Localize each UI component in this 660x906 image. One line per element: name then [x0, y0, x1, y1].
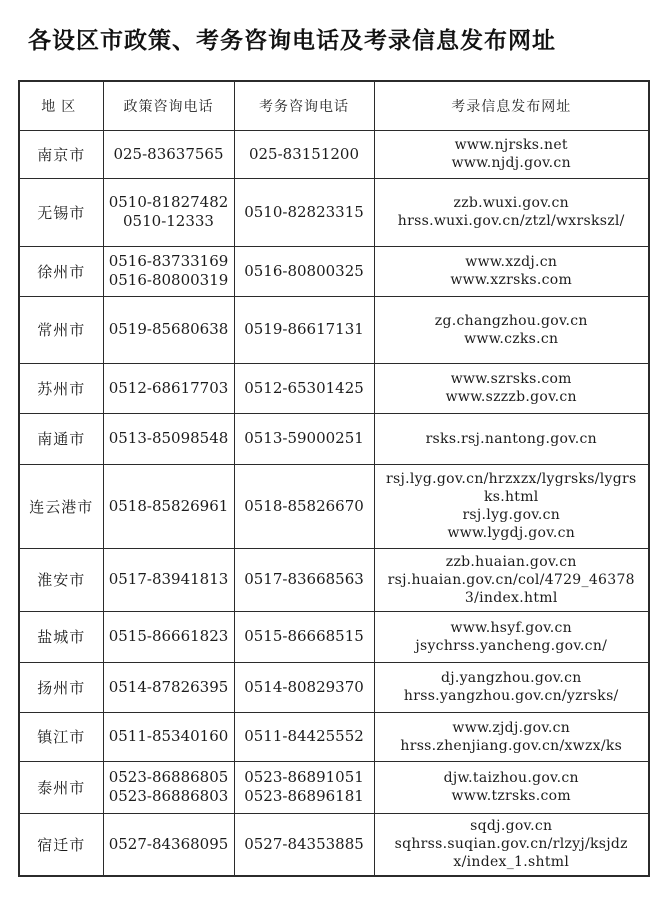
exam-phone: 0515-86668515	[244, 627, 364, 645]
exam-phone-cell	[234, 246, 374, 296]
policy-phone: 025-83637565	[113, 144, 224, 163]
website-url: rsj.lyg.gov.cn	[462, 507, 561, 523]
website-url: hrss.zhenjiang.gov.cn/xwzx/ks	[400, 737, 623, 754]
exam-phone-cell	[234, 464, 374, 548]
website-url: www.zjdj.gov.cn	[452, 719, 571, 736]
website-url: djw.taizhou.gov.cn	[443, 770, 579, 786]
exam-phone-cell	[234, 712, 374, 761]
website-url: hrss.wuxi.gov.cn/ztzl/wxrskszl/	[397, 213, 625, 229]
table-row	[19, 611, 649, 662]
table-row	[19, 813, 649, 876]
policy-phone-cell	[103, 662, 234, 712]
policy-phone-cell	[103, 813, 234, 876]
table-row	[19, 761, 649, 813]
city-name: 徐州市	[19, 246, 103, 296]
table-row	[19, 413, 649, 464]
policy-phone: 0517-83941813	[108, 570, 229, 588]
website-cell	[374, 813, 649, 876]
exam-phone-cell	[234, 296, 374, 363]
website-cell	[374, 246, 649, 296]
exam-phone: 0523-86896181	[244, 787, 364, 805]
policy-phone: 0510-12333	[123, 212, 214, 230]
policy-phone: 0514-87826395	[108, 677, 229, 696]
website-url: x/index_1.shtml	[453, 854, 570, 871]
website-cell	[374, 761, 649, 813]
city-name: 镇江市	[19, 712, 103, 761]
city-name: 南京市	[19, 130, 103, 178]
website-url: sqhrss.suqian.gov.cn/rlzyj/ksjdz	[394, 836, 628, 853]
exam-phone-cell	[234, 178, 374, 246]
exam-phone: 0516-80800325	[244, 261, 364, 280]
website-cell	[374, 662, 649, 712]
website-cell	[374, 178, 649, 246]
exam-phone: 0514-80829370	[244, 677, 364, 696]
policy-phone-cell	[103, 296, 234, 363]
website-url: www.lygdj.gov.cn	[447, 525, 576, 541]
website-url: www.tzrsks.com	[451, 788, 571, 804]
exam-phone: 0519-86617131	[244, 320, 364, 338]
exam-phone: 0527-84353885	[244, 834, 364, 853]
website-url: www.szzzb.gov.cn	[445, 389, 577, 405]
policy-phone-cell	[103, 464, 234, 548]
table-row	[19, 363, 649, 413]
header-website: 考录信息发布网址	[374, 81, 649, 130]
website-url: www.hsyf.gov.cn	[450, 619, 572, 636]
website-url: www.xzdj.cn	[465, 254, 558, 270]
table-row	[19, 662, 649, 712]
website-cell	[374, 130, 649, 178]
city-name: 南通市	[19, 413, 103, 464]
website-url: rsj.lyg.gov.cn/hrzxzx/lygrsks/lygrs	[386, 471, 637, 487]
header-row	[19, 81, 649, 130]
city-name: 无锡市	[19, 178, 103, 246]
policy-phone-cell	[103, 246, 234, 296]
city-name: 盐城市	[19, 611, 103, 662]
exam-phone-cell	[234, 130, 374, 178]
website-cell	[374, 548, 649, 611]
policy-phone-cell	[103, 130, 234, 178]
website-url: www.szrsks.com	[450, 371, 572, 387]
table-row	[19, 464, 649, 548]
city-name: 连云港市	[19, 464, 103, 548]
website-url: zzb.wuxi.gov.cn	[453, 195, 569, 211]
policy-phone-cell	[103, 712, 234, 761]
table-row	[19, 246, 649, 296]
exam-phone-cell	[234, 363, 374, 413]
exam-phone-cell	[234, 548, 374, 611]
exam-phone: 0513-59000251	[244, 429, 364, 447]
website-url: rsj.huaian.gov.cn/col/4729_46378	[387, 571, 635, 588]
website-url: rsks.rsj.nantong.gov.cn	[425, 430, 597, 447]
exam-phone-cell	[234, 611, 374, 662]
table-row	[19, 712, 649, 761]
policy-phone-cell	[103, 548, 234, 611]
policy-phone: 0515-86661823	[108, 627, 229, 645]
website-url: www.czks.cn	[464, 330, 559, 347]
policy-phone: 0510-81827482	[108, 193, 229, 211]
exam-phone: 0517-83668563	[244, 570, 364, 588]
policy-phone-cell	[103, 178, 234, 246]
policy-phone-cell	[103, 413, 234, 464]
website-cell	[374, 413, 649, 464]
table-row	[19, 296, 649, 363]
policy-phone: 0519-85680638	[108, 320, 229, 338]
city-name: 扬州市	[19, 662, 103, 712]
website-cell	[374, 363, 649, 413]
contact-table	[18, 80, 650, 877]
exam-phone: 0512-65301425	[244, 378, 364, 397]
table-row	[19, 178, 649, 246]
website-cell	[374, 611, 649, 662]
website-url: ks.html	[483, 489, 539, 505]
policy-phone-cell	[103, 611, 234, 662]
website-url: hrss.yangzhou.gov.cn/yzrsks/	[403, 688, 619, 704]
header-region: 地区	[19, 81, 103, 130]
policy-phone-cell	[103, 761, 234, 813]
page	[0, 22, 660, 877]
exam-phone: 0518-85826670	[244, 496, 364, 515]
website-url: dj.yangzhou.gov.cn	[440, 670, 582, 686]
exam-phone-cell	[234, 761, 374, 813]
website-url: zzb.huaian.gov.cn	[445, 553, 577, 570]
city-name: 常州市	[19, 296, 103, 363]
policy-phone: 0527-84368095	[108, 834, 229, 853]
policy-phone: 0513-85098548	[108, 429, 229, 447]
city-name: 苏州市	[19, 363, 103, 413]
exam-phone-cell	[234, 813, 374, 876]
website-url: www.xzrsks.com	[450, 272, 573, 288]
table-row	[19, 548, 649, 611]
website-url: zg.changzhou.gov.cn	[434, 312, 588, 329]
exam-phone: 025-83151200	[248, 144, 360, 163]
exam-phone-cell	[234, 662, 374, 712]
policy-phone: 0523-86886805	[108, 768, 229, 786]
policy-phone: 0516-83733169	[108, 252, 229, 270]
exam-phone: 0510-82823315	[244, 202, 364, 221]
exam-phone: 0511-84425552	[244, 727, 364, 745]
website-cell	[374, 712, 649, 761]
policy-phone: 0518-85826961	[108, 496, 229, 515]
city-name: 泰州市	[19, 761, 103, 813]
website-url: jsychrss.yancheng.gov.cn/	[415, 637, 608, 654]
header-policy-phone: 政策咨询电话	[103, 81, 234, 130]
exam-phone: 0523-86891051	[244, 768, 364, 786]
website-url: 3/index.html	[464, 589, 558, 606]
city-name: 淮安市	[19, 548, 103, 611]
policy-phone: 0523-86886803	[108, 787, 229, 805]
website-url: www.njrsks.net	[454, 137, 568, 153]
exam-phone-cell	[234, 413, 374, 464]
website-url: www.njdj.gov.cn	[451, 155, 571, 171]
website-url: sqdj.gov.cn	[470, 818, 553, 835]
policy-phone: 0516-80800319	[108, 271, 229, 289]
policy-phone-cell	[103, 363, 234, 413]
table-row	[19, 130, 649, 178]
city-name: 宿迁市	[19, 813, 103, 876]
website-cell	[374, 464, 649, 548]
header-exam-phone: 考务咨询电话	[234, 81, 374, 130]
page-title: 各设区市政策、考务咨询电话及考录信息发布网址	[28, 27, 556, 53]
website-cell	[374, 296, 649, 363]
policy-phone: 0511-85340160	[108, 727, 229, 745]
policy-phone: 0512-68617703	[108, 378, 229, 397]
